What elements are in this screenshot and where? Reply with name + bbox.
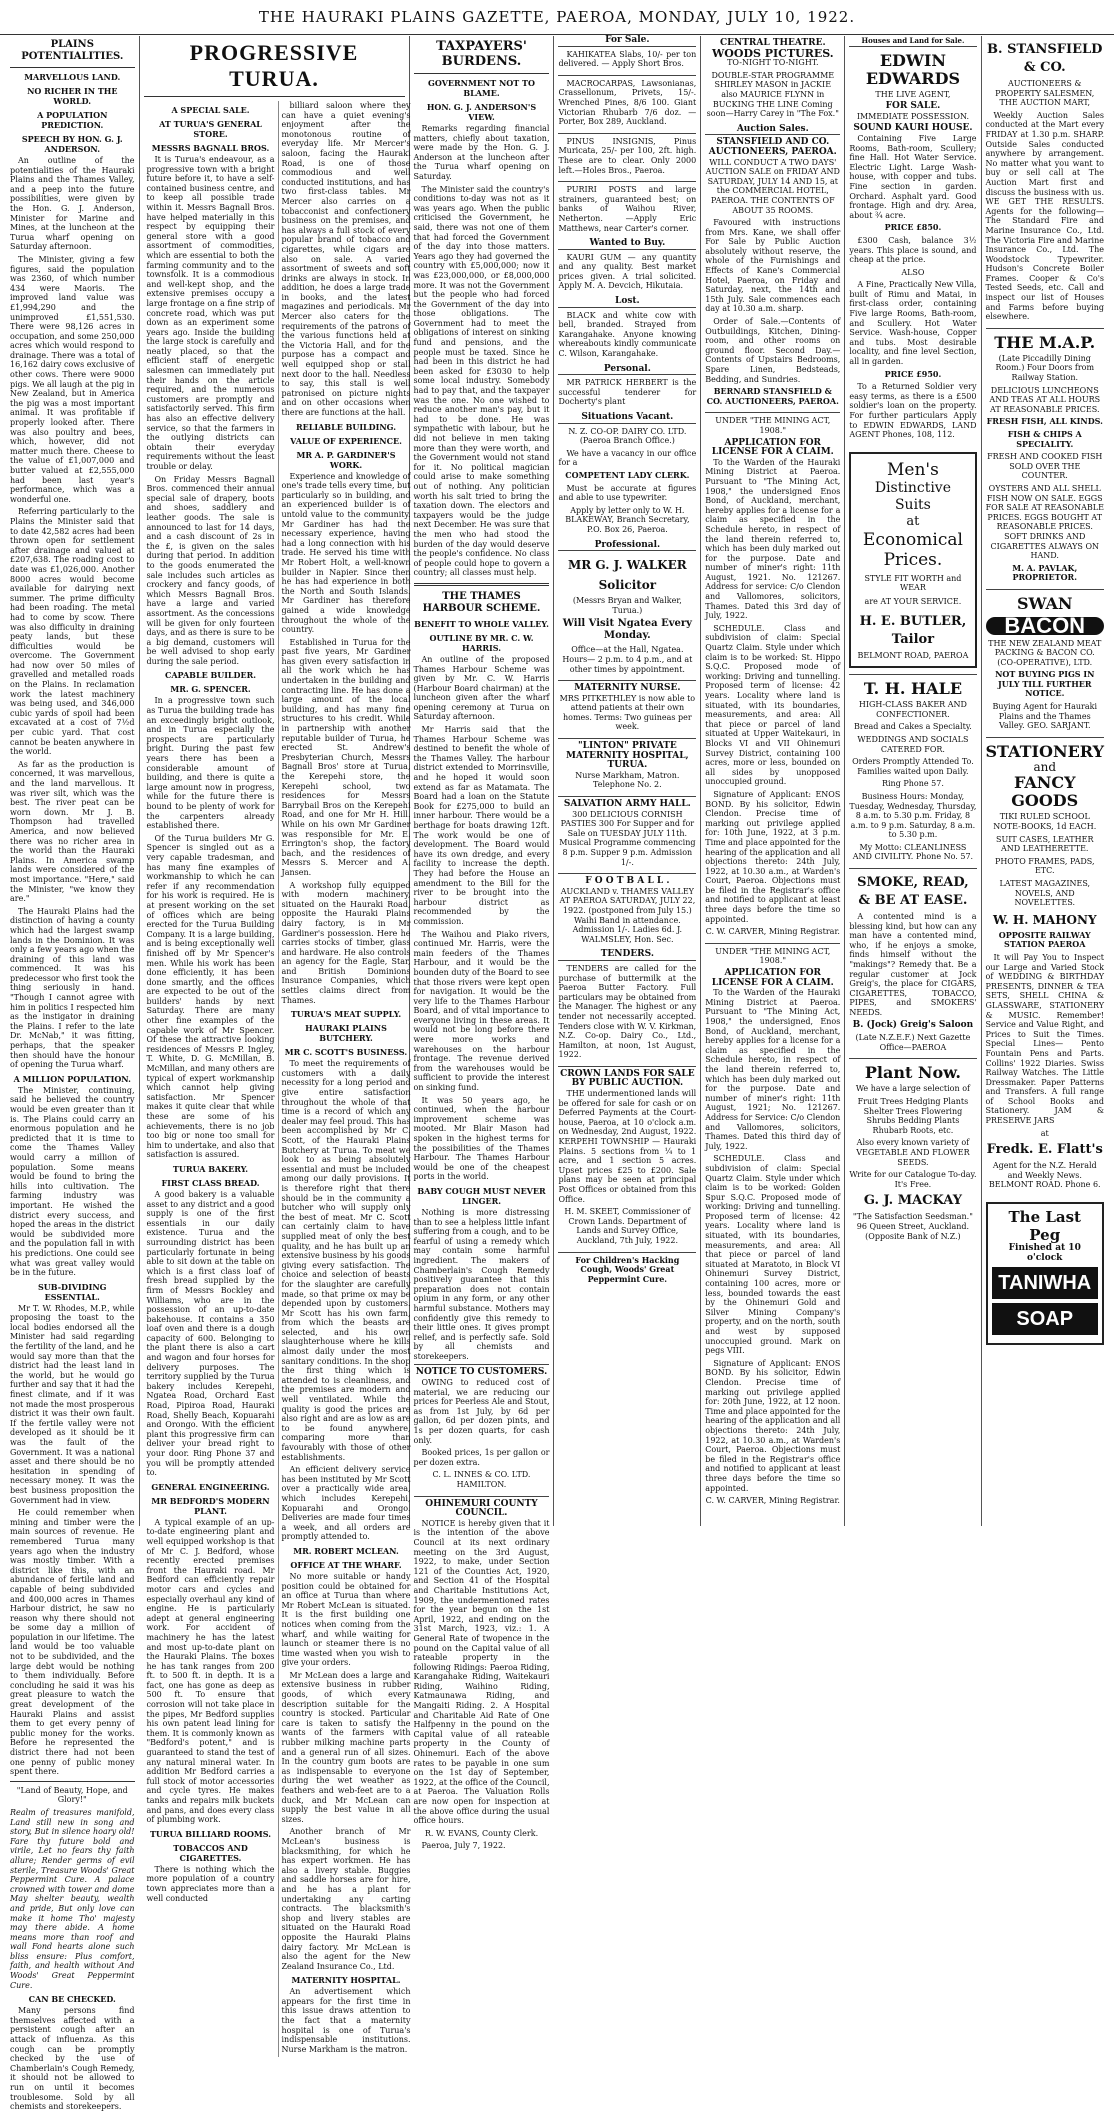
article-paragraph: Experience and knowledge of one's trade tells every time, but particularly so in building, and an experienced builder is of untold value to the community. Mr Gardiner has had the necessary experience, having had a long connection with his trade. He served his time with Mr Robert Holt, a well-known builder in Napier. Since then he has had experience in both the North and South Islands. Mr Gardiner has therefore gained a wide knowledge throughout the whole of the country.: [281, 471, 411, 635]
ad-text: (Late N.Z.E.F.) Next Gazette Office—PAEROA: [855, 1033, 971, 1052]
ad-text: WILL CONDUCT A TWO DAYS' AUCTION SALE on FRIDAY AND SATURDAY, JULY 14 AND 15, at the COMMERCIAL HOTEL, PAEROA. THE CONTENTS OF ABOUT 35 ROOMS.: [705, 157, 840, 215]
article-paragraph: The Waihou and Piako rivers, continued Mr. Harris, were the main feeders of the Thames Harbour, and it would be the bounden duty of the Board to see that those rivers were kept open for navigation. It would be the very life to the Thames Harbour Board, and of vital importance to everyone living in these areas. It would not be long before there were more works and warehouses on the harbour frontage. The revenue derived from the warehouses would be sufficient to provide the interest on sinking fund.: [413, 929, 550, 1093]
ad-title: MATERNITY NURSE.: [574, 683, 681, 694]
ad-address: OPPOSITE RAILWAY STATION PAEROA: [998, 929, 1091, 950]
section-heading: Auction Sales.: [736, 123, 809, 134]
ad-text: My Motto: CLEANLINESS AND CIVILITY. Phone No. 57.: [852, 842, 974, 862]
baker-ad: [849, 674, 976, 868]
article-paragraph: No more suitable or handy position could be obtained for an office at Turua than where Mr Robert McLean is situated. It is the first building one notices when coming from the wharf, and while waiting for launch or steamer there is no time wasted when you wish to give your orders.: [281, 1571, 411, 1668]
ad-text: Write for our Catalogue To-day. It's Free.: [849, 1170, 977, 1189]
article-paragraph: Of the Turua builders Mr G. Spencer is singled out as a very capable tradesman, and has many fine examples of workmanship to which he can refer if any recommendation for his work is required. He is at present working on the set of offices which are being erected for the Turua Building Company. It is a large building, and is being exceptionally well finished off by Mr Spencer's men. While his work has been done efficiently, it has been done smartly, and the offices are expected to be out of the builders' hands by next Saturday. There are many other fine examples of the capable work of Mr Spencer. Of these the attractive looking residences of Messrs P. Ingley, T. White, D. G. McMillan, B. McMillan, and many others are typical of expert workmanship which cannot help giving satisfaction. Mr Spencer makes it quite clear that while these are some of his achievements, there is no job too big or none too small for him to undertake, and also that satisfaction is assured.: [146, 833, 275, 1160]
article-paragraph: Nothing is more distressing than to see a helpless little infant suffering from a cough, and to be fearful of using a remedy which may contain some harmful ingredient. The makers of Chamberlain's Cough Remedy positively guarantee that this preparation does not contain opium in any form, or any other harmful substance. Mothers may confidently give this remedy to their little ones. It gives prompt relief, and is perfectly safe. Sold by all chemists and storekeepers.: [413, 1207, 550, 1361]
article-subheading: OUTLINE BY MR. C. W. HARRIS.: [429, 632, 534, 653]
article-paragraph: The Minister, giving a few figures, said the population was 2360, of which number 434 were Maoris. The improved land value was £1,994,290 and the unimproved £1,551,530. There were 98,126 acres in occupation, and some 250,000 acres which would respond to drainage. There was a total of 16,162 dairy cows exclusive of other cows. There were 9000 pigs. We all laugh at the pig in New Zealand, but in America the pig was a most important animal. It was profitable if properly looked after. There was also poultry and bees, which, however, did not matter much there. Cheese to the value of £1,007,000 and butter valued at £2,555,000 had been last year's performance, which was a wonderful one.: [10, 254, 135, 504]
notice-signature: C. W. CARVER, Mining Registrar.: [705, 1496, 840, 1506]
ad-text: at: [1040, 1128, 1049, 1138]
subcolumn-left: [144, 101, 279, 2057]
ad-text: Favoured with instructions from Mrs. Kane, we shall offer For Sale by Public Auction absolutely without reserve, the whole of the Furnishings and Effects of Kane's Commercial Hotel, Paeroa, on Friday and Saturday, next, the 14th and 15th July. Sale commences each day at 10.30 a.m. sharp.: [705, 218, 841, 314]
ad-headline: Prices.: [883, 549, 943, 570]
article-title: PLAINS POTENTIALITIES.: [21, 39, 124, 62]
notice-text: OWING to reduced cost of material, we are reducing our prices for Peerless Ale and Stout, as from 1st July, by 6d per gallon, 6d per dozen pints, and 1s per dozen quarts, for cash only.: [413, 1378, 550, 1445]
ad-role: THE LIVE AGENT,: [875, 89, 951, 99]
article-subheading: A POPULATION PREDICTION.: [37, 110, 108, 130]
ad-text: MACROCARPAS, Lawsonianas, Crassellonum, Privets, 15/-. Wrenched Pines, 8/6 100. Giant Victorian Rhubarb 7/6 doz. —Porter, Box 289, Auckland.: [558, 78, 697, 127]
article-title: PROGRESSIVE TURUA.: [189, 40, 359, 91]
ad-text: Weekly Auction Sales conducted at the Mart every FRIDAY at 1.30 p.m. SHARP. Outside Sales conducted anywhere by arrangement. No matter what you want to buy or sell call at The Auction Mart first and discuss the business with us. WE GET THE RESULTS. Agents for the following— The Standard Fire and Marine Insurance Co., Ltd. The Victoria Fire and Marine Insurance Co., Ltd. The Woodstock Typewriter. Hudson's Concrete Boiler Frames. Cooper & Co's Tested Seeds, etc. Call and inspect our list of Houses and Farms before buying elsewhere.: [985, 110, 1104, 322]
notice-title: NOTICE TO CUSTOMERS.: [415, 1367, 548, 1378]
ad-text: "The Satisfaction Seedsman." 96 Queen Street, Auckland. (Opposite Bank of N.Z.): [852, 1212, 973, 1241]
article-subheading: TURUA BILLIARD ROOMS.: [149, 1828, 272, 1839]
article-paragraph: It is Turua's endeavour, as a progressive town with a bright future before it, to have a self-contained business centre, and to keep all possible trade within it. Messrs Bagnall Bros. have helped materially in this respect by equipping their general store with a good assortment of commodities, which are essential to both the farming community and to the townsfolk. It is a commodious and well-kept shop, and the extensive premises occupy a large frontage on a fine strip of concrete road, which was put down as an experiment some years ago. Inside the building the large stock is carefully and neatly placed, so that the efficient staff of energetic salesmen can immediately put their hands on the article required, and the numerous customers are promptly and satisfactorily served. This firm has also an effective delivery service, so that the farmers in the outlying districts can obtain their everyday requirements without the least trouble or delay.: [146, 155, 275, 471]
ad-text: Apply by letter only to W. H. BLAKEWAY, Branch Secretary, P.O. Box 26, Paeroa.: [565, 505, 690, 534]
ad-signature: BERNARD STANSFIELD & CO. AUCTIONEERS, PAEROA.: [706, 386, 839, 406]
tobacconist-ad: [849, 868, 976, 1058]
article-subheading: NO RICHER IN THE WORLD.: [27, 86, 118, 106]
ad-text: Office—at the Hall, Ngatea. Hours— 2 p.m. to 4 p.m., and at other times by appointment.: [562, 645, 693, 674]
article-paragraph: Referring particularly to the Plains the Minister said that to date 42,582 acres had been thrown open for settlement after drainage and valued at £207,638. The roading cost to date was £1,026,000. Another 8000 acres would become available for dairying next summer. The prime difficulty had been roading. The metal had to come by scow. There was also difficulty in draining peaty lands, but these difficulties would be overcome. The Government had now over 50 miles of gravelled and metalled roads on the Plains. In reclamation work the latest machinery was being used, and 346,000 cubic yards of spoil had been excavated at a cost of 7½d per cubic yard. That cost cannot be beaten anywhere in the world.: [10, 507, 135, 757]
section-heading: Professional.: [594, 539, 661, 550]
article-subheading: AT TURUA'S GENERAL STORE.: [159, 119, 262, 139]
ad-text: IMMEDIATE POSSESSION.: [856, 111, 970, 121]
article-paragraph: To meet the requirements of customers with a daily necessity for a long period and give entire satisfaction throughout the whole of that time is a record of which any dealer may feel proud. This has been accomplished by Mr C. Scott, of the Hauraki Plains Butchery at Turua. To meat we look to as being absolutely essential and must be included among our daily provisions. It is therefore right that there should be in the community a butcher who will supply only the best of meat. Mr C. Scott can certainly claim to have supplied meat of only the best quality, and he has built up an extensive business by his goods giving every satisfaction. The choice and selection of beasts for the slaughter are carefully made, so that prime ox may be depended upon by customers. Mr Scott has his own farm, from which the beasts are selected, and his own slaughterhouse where he kills almost daily under the most sanitary conditions. In the shop the first thing which is attended to is cleanliness, and the premises are modern and well ventilated. While the quality is good the prices are also right and are as low as are to be found anywhere, comparing more than favourably with those of other establishments.: [281, 1059, 411, 1462]
classified-ad: [558, 960, 696, 1066]
classified-ad: [558, 46, 696, 75]
article-subheading: MR. G. SPENCER.: [170, 684, 251, 695]
article-paragraph: Another branch of Mr McLean's business is blacksmithing, for which he has expert workmen. He has also a livery stable. Buggies and saddle horses are for hire, and he has a plant for undertaking any carting contracts. The blacksmith's shop and livery stables are situated on the Hauraki Road opposite the Hauraki Plains dairy factory. Mr McLean is also the agent for the New Zealand Insurance Co., Ltd.: [281, 1827, 411, 1971]
ad-name: EDWIN EDWARDS: [865, 50, 960, 88]
column-display-ads: [845, 36, 981, 1526]
classified-ad: [558, 307, 696, 365]
column-classifieds: [554, 36, 701, 1526]
two-column-body: [144, 101, 414, 2057]
notice-title: APPLICATION FOR LICENSE FOR A CLAIM.: [711, 968, 834, 988]
article-subheading: HON. G. J. ANDERSON'S VIEW.: [426, 102, 537, 122]
ad-text: DOUBLE-STAR PROGRAMME SHIRLEY MASON in JACKIE also MAURICE FLYNN in BUCKING THE LINE Coming soon—Harry Carey in "The Fox.": [706, 70, 839, 119]
section-heading: Houses and Land for Sale.: [861, 36, 965, 45]
article-paragraph: billiard saloon where they can have a quiet evening's enjoyment after the monotonous routine of everyday life. Mr Mercer's saloon, facing the Hauraki Road, is one of those commodious and well conducted institutions, and has two first-class tables. Mr Mercer also carries on a tobacconist and confectionery business on the premises, and has always a full stock of every popular brand of tobacco and cigarettes, while cigars are also on sale. A varied assortment of sweets and soft drinks are always in stock. In addition, he does a large trade in books, and the latest magazines and periodicals. Mr Mercer also caters for the requirements of the patrons of the various functions held at the Victoria Hall, and for the purpose has a compact and well equipped shop or stall next door to the hall. Needless to say, this stall is well patronised on picture nights and on other occasions when there are functions at the hall.: [281, 101, 411, 417]
article-subheading: TURUA'S MEAT SUPPLY.: [290, 1009, 402, 1020]
dining-room-ad: [986, 328, 1105, 589]
article-subheading: TURUA BAKERY.: [172, 1163, 249, 1174]
ad-text: For Children's Hacking Cough, Woods' Great Peppermint Cure.: [575, 1254, 680, 1284]
notice-head: UNDER "THE MINING ACT, 1908.": [715, 946, 831, 966]
article-paragraph: Remarks regarding financial matters, chiefly about taxation, were made by the Hon. G. J. Anderson at the luncheon after the Turua wharf opening on Saturday.: [413, 124, 550, 181]
notice-text: Signature of Applicant: ENOS BOND. By his solicitor, Edwin Clendon. Precise time of marking out privilege applied for: 20th June, 1922, at 12 noon. Time and place appointed for the hearing of the application and all objections thereto: 24th July, 1922, at 10.30 a.m., at Warden's Court, Paeroa. Objections must be filed in the Registrar's office and notified to applicant at least three days before the time so appointed.: [705, 1358, 841, 1493]
classified-ad: [558, 550, 696, 680]
ad-text: KAURI GUM — any quantity and any quality. Best market prices given. A trial solicited. Apply M. A. Devcich, Hikutaia.: [558, 252, 697, 291]
article-paragraph: An outline of the potentialities of the Hauraki Plains and the Thames Valley, and a peep into the future possibilities, were given by the Hon. G. J. Anderson, Minister for Marine and Mines, at the luncheon at the Turua wharf opening on Saturday afternoon.: [10, 156, 135, 252]
ad-headline: FANCY GOODS: [1011, 773, 1079, 811]
notice-to-customers: [414, 1364, 550, 1495]
classified-ad: [558, 249, 696, 297]
ad-text: TO-NIGHT TO-NIGHT.: [727, 58, 819, 68]
section-heading: Lost.: [615, 296, 640, 307]
article-paragraph: An advertisement which appears for the first time in this issue draws attention to the fact that a maternity hospital is one of Turua's indispensable institutions. Nurse Markham is the matron.: [281, 1987, 411, 2054]
article-subheading: MESSRS BAGNALL BROS.: [151, 143, 270, 153]
ad-name: MR G. J. WALKER: [568, 558, 687, 573]
ad-text: FRESH FISH, ALL KINDS.: [986, 416, 1103, 427]
column-plains-potentialities: [6, 36, 140, 2112]
article-subheading: TOBACCOS AND CIGARETTES.: [173, 1842, 248, 1863]
ad-headline: SMOKE, READ, & BE AT EASE.: [857, 875, 969, 909]
mining-notice: [705, 412, 840, 942]
ad-text: NOT BUYING PIGS IN JULY TILL FURTHER NOTICE.: [995, 669, 1095, 699]
ad-headline: SWAN: [1016, 593, 1073, 613]
notice-signature: C. W. CARVER, Mining Registrar.: [705, 927, 840, 937]
ad-title: CENTRAL THEATRE.: [719, 38, 826, 48]
ad-text: THE undermentioned lands will be offered for sale for cash or on Deferred Payments at the Court-house, Paeroa, at 10 o'clock a.m. on Wednesday, 2nd August, 1922. KERPEHI TOWNSHIP — Hauraki Plains. 5 sections from ¼ to 1 acre, and 1 section 5 acres. Upset prices £25 to £200. Sale plans may be seen at principal Post Offices or obtained from this Office.: [558, 1089, 697, 1204]
article-paragraph: The Minister, continuing, said he believed the country would be even greater than it is. The Plains could carry an enormous population and he predicted that it is time to come the Thames Valley would carry a million of population. Some means would be found to bring the hills into cultivation. The farming industry was important. He wished the district every success, and hoped the areas in the district would be subdivided more and the population fall in with his predictions. One could see what was great valley would be in the future.: [10, 1085, 135, 1278]
article-title: THE THAMES HARBOUR SCHEME.: [422, 590, 541, 614]
article-subheading: CAN BE CHECKED.: [28, 1994, 116, 2005]
ad-name: B. (Jock) Greig's Saloon: [852, 1019, 974, 1030]
article-subheading: MR. ROBERT MCLEAN.: [293, 1545, 399, 1556]
ad-text: Will Visit Ngatea Every Monday.: [562, 618, 692, 642]
article-subheading: MATERNITY HOSPITAL.: [291, 1975, 401, 1986]
article-subheading: MR C. SCOTT'S BUSINESS.: [284, 1047, 408, 1058]
ad-text: FOR SALE.: [885, 101, 941, 112]
poem-title: "Land of Beauty, Hope, and Glory!": [16, 1785, 128, 1805]
ad-name: W. H. MAHONY: [992, 912, 1097, 927]
ad-text: KAHIKATEA Slabs, 10/- per ton delivered. — Apply Short Bros.: [558, 49, 697, 69]
ad-text: AUCKLAND v. THAMES VALLEY AT PAEROA SATURDAY, JULY 22, 1922. (postponed from July 15.) Waihi Band in attendance. Admission 1/-. Ladies 6d. J. WALMSLEY, Hon. Sec.: [559, 886, 696, 944]
section-heading: Situations Vacant.: [581, 412, 674, 422]
classified-ad: [558, 374, 696, 413]
article-subheading: MR A. P. GARDINER'S WORK.: [296, 449, 396, 470]
ad-text: Bread and Cakes a Specialty.: [854, 722, 972, 732]
ad-text: (Messrs Bryan and Walker, Turua.): [572, 596, 682, 615]
ad-name: B. STANSFIELD & CO.: [987, 42, 1103, 75]
section-heading: Personal.: [603, 363, 651, 374]
notice-text: Signature of Applicant: ENOS BOND. By his solicitor, Edwin Clendon. Precise time of marking out privilege applied for: 10th June, 1922, at 3 p.m. Time and place appointed for the hearing of the application and all objections thereto: 24th July, 1922, at 10.30 a.m., at Warden's Court, Paeroa. Objections must be filed in the Registrar's office and notified to applicant at least three days before the time so appointed.: [705, 789, 841, 924]
notice-text: SCHEDULE. Class and subdivision of claim: Special Quartz Claim. Style under which claim is to be worked: Golden Spur S.Q.C. Proposed mode of working: Driving and tunnelling. Proposed term of license: 42 years. Locality where land is situated, with its boundaries, measurements, and area: All that piece or parcel of land situated at Maratoto, in Block VI Ohinemuri Survey District, containing 100 acres, more or less, bounded towards the east by the Ohinemuri Gold and Silver Mining Company's property, and on the north, south and west by supposed unoccupied ground. Mark on pegs VIII.: [705, 1154, 841, 1356]
county-council-notice: [414, 1496, 550, 1857]
ad-text: Containing Five Large Rooms, Bath-room, Scullery; fine Hall. Hot Water Service. Electric Light. Large Wash-house, with copper and tubs. Fine section in garden. Orchard. Asphalt yard. Good frontage. High and dry. Area, about ¾ acre.: [849, 133, 977, 220]
classified-ad: [558, 738, 696, 796]
article-subheading: FIRST CLASS BREAD.: [161, 1177, 260, 1188]
ad-headline: STATIONERY: [985, 741, 1104, 761]
ad-name: Fredk. E. Flatt's: [986, 1142, 1103, 1158]
article-paragraph: Many persons find themselves affected with a persistent cough after an attack of influenza. As this cough can be promptly checked by the use of Chamberlain's Cough Remedy, it should not be allowed to run on until it becomes troublesome. Sold by all chemists and storekeepers.: [10, 2006, 135, 2112]
article-paragraph: In a progressive town such as Turua the building trade has an exceedingly bright outlook, and in Turua especially the prospects are particularly bright. During the past few years there has been a considerable amount of building, and there is quite a large amount now in progress, while for the future there is bound to be plenty of work for the carpenters already established there.: [146, 696, 275, 831]
ad-text: PHOTO FRAMES, PADS, ETC.: [994, 856, 1095, 876]
ad-text: Ring Phone 57.: [881, 779, 944, 789]
notice-title: OHINEMURI COUNTY COUNCIL.: [425, 1498, 538, 1519]
ad-headline: The Last Peg: [1008, 1208, 1081, 1245]
theatre-ad: [705, 36, 840, 125]
notice-text: SCHEDULE. Class and subdivision of claim: Special Quartz Claim. Style under which claim is to be worked: St. Hippo S.Q.C. Proposed mode of working: Driving and tunnelling. Proposed term of license: 42 years. Locality where land is situated, with its boundaries, measurements, and area: All that piece or parcel of land situated at Upper Waitekauri, in Blocks VI and VII Ohinemuri Survey District, containing 100 acres, more or less, bounded on all sides by unopposed unoccupied ground.: [705, 623, 841, 787]
mining-notice: [705, 943, 840, 1512]
article-paragraph: It was 50 years ago, he continued, when the harbour improvement scheme was mooted. Mr Blair Mason had spoken in the highest terms for the possibilities of the Thames Harbour. The Thames Harbour would be one of the cheapest ports in the world.: [413, 1095, 550, 1182]
column-taxpayers-burdens: [410, 36, 555, 1851]
ad-text: A contented mind is a blessing kind, but how can any man have a contented mind, who, if he enjoys a smoke, finds himself without the "makings"? Remedy that. Be a regular customer at Jock Greig's, the place for CIGARS, CIGARETTES, TOBACCO, PIPES, and SMOKERS' NEEDS.: [849, 912, 977, 1017]
ad-price: PRICE £950.: [884, 368, 942, 379]
article-subheading: MR BEDFORD'S MODERN PLANT.: [151, 1495, 270, 1516]
tailor-ad: [849, 452, 976, 668]
masthead: THE HAURAKI PLAINS GAZETTE, PAEROA, MONDAY, JULY 10, 1922.: [0, 0, 1114, 35]
ad-text: STYLE FIT WORTH and WEAR: [864, 573, 962, 593]
ad-text: Finished at 10 o'clock: [1008, 1243, 1081, 1263]
article-subheading: MARVELLOUS LAND.: [24, 72, 121, 82]
classified-ad: [558, 796, 696, 873]
ad-text: Must be accurate at figures and able to use typewriter.: [558, 483, 697, 503]
article-paragraph: An outline of the proposed Thames Harbour Scheme was given by Mr. C. W. Harris (Harbour Board chairman) at the luncheon given after the wharf opening ceremony at Turua on Saturday afternoon.: [413, 654, 550, 722]
ad-name: H. E. BUTLER, Tailor: [859, 613, 967, 647]
ad-text: BLACK and white cow with bell, branded. Strayed from Karangahake. Anyone knowing whereabouts kindly communicate C. Wilson, Karangahake.: [558, 310, 697, 359]
ad-text: Fruit Trees Hedging Plants Shelter Trees Flowering Shrubs Bedding Plants Rhubarb Roots, etc.: [857, 1096, 969, 1135]
article-paragraph: Established in Turua for the past five years, Mr Gardiner has given every satisfaction in all the work which he has undertaken in the building and contracting line. He has done a large amount of the local building, and has many fine structures to his credit. While in partnership with another reputable builder of Turua, he erected St. Andrew's Presbyterian Church, Messrs Bagnall Bros' store at Turua, the Kerepehi store, the Kerepehi school, two residences for Messrs Barrybail Bros on the Kerepehi Road, and one for Mr H. Hill. While on his own Mr Gardiner was responsible for Mr. E. Errington's shop, the factory bach, and the residences of Messrs S. Mercer and A. Jansen.: [281, 637, 411, 877]
classified-ad: [558, 1252, 696, 1291]
section-heading: For Sale.: [605, 35, 650, 45]
ad-address: BELMONT ROAD, PAEROA: [857, 650, 969, 660]
ad-text: are AT YOUR SERVICE.: [864, 596, 962, 606]
article-subheading: OFFICE AT THE WHARF.: [290, 1559, 402, 1570]
ad-title: WOODS PICTURES.: [711, 46, 834, 60]
ad-text: TENDERS are called for the purchase of buttermilk at the Paeroa Butter Factory. Full particulars may be obtained from the Manager. The highest or any tender not necessarily accepted. Tenders close with W. V. Kirkman, N.Z. Co-op. Dairy Co., Ltd., Hamilton, at noon, 1st August, 1922.: [558, 963, 697, 1060]
column-display-ads-right: [982, 36, 1109, 1526]
ad-title: CROWN LANDS FOR SALE BY PUBLIC AUCTION.: [560, 1068, 695, 1089]
article-paragraph: A workshop fully equipped with modern machinery, situated on the Hauraki Road, opposite the Hauraki Plains dairy factory, is in Mr Gardiner's possession. Here he carries stocks of timber, glass and hardware. He also controls an agency for the Eagle, Star, and British Dominions Insurance Companies, which settles claims direct from Thames.: [281, 880, 411, 1005]
ad-text: H. M. SKEET, Commissioner of Crown Lands. Department of Lands and Survey Office, Auckland, 7th July, 1922.: [564, 1207, 691, 1245]
article-subheading: GENERAL ENGINEERING.: [151, 1481, 270, 1492]
ad-role: AUCTIONEERS & PROPERTY SALESMEN, THE AUCTION MART,: [995, 79, 1095, 108]
ad-headline: Distinctive Suits: [874, 479, 951, 513]
notice-head: UNDER "THE MINING ACT, 1908.": [715, 416, 831, 435]
ad-text: 300 DELICIOUS CORNISH PASTIES 300 For Supper and for Sale on TUESDAY JULY 11th. Musical Programme commencing 8 p.m. Supper 9 p.m. Admission 1/-.: [559, 809, 696, 867]
ad-title: N. Z. CO-OP. DAIRY CO. LTD. (Paeroa Branch Office.): [568, 426, 687, 446]
ad-text: Buying Agent for Hauraki Plains and the Thames Valley. GEO. SARJANT.: [992, 702, 1097, 731]
seedsman-ad: [849, 1058, 976, 1247]
ad-name: G. J. MACKAY: [863, 1193, 963, 1209]
ad-text: LATEST MAGAZINES, NOVELS, AND NOVELETTES.: [999, 879, 1091, 908]
ad-headline: Men's: [887, 459, 939, 480]
notice-signature: R. W. EVANS, County Clerk.: [424, 1828, 539, 1838]
ad-text: It will Pay You to Inspect our Large and Varied Stock of WEDDING & BIRTHDAY PRESENTS, DINNER & TEA SETS, SHELL CHINA & GLASSWARE, STATIONERY & MUSIC. Remember! Service and Value Right, and Prices to Suit the Times. Special Lines— Pento Fountain Pens and Parts. Collins' 1922 Diaries. Swiss Railway Watches. The Little Dressmaker. Paper Patterns and Transfers. A full range of School Books and Stationery. JAM & PRESERVE JARS: [985, 952, 1104, 1126]
ad-text: To a Returned Soldier very easy terms, as there is a £500 soldier's loan on the property. For further particulars Apply to EDWIN EDWARDS, LAND AGENT Phones, 108, 112.: [849, 382, 977, 440]
ad-headline: Plant Now.: [864, 1063, 961, 1083]
ad-text: SOUND KAURI HOUSE.: [853, 123, 973, 134]
ad-role: Solicitor: [598, 578, 657, 593]
article-subheading: BABY COUGH MUST NEVER LINGER.: [417, 1185, 546, 1206]
land-agent-ad: [849, 46, 976, 446]
ad-text: £300 Cash, balance 3½ years. This place is sound, and cheap at the price.: [849, 235, 977, 265]
column-progressive-turua: [140, 36, 411, 2054]
ad-text: THE NEW ZEALAND MEAT PACKING & BACON CO. (CO-OPERATIVE), LTD.: [988, 638, 1102, 667]
ad-text: Order of Sale.—Contents of Outbuildings, Kitchen, Dining-room, and other rooms on ground floor. Second Day.—Contents of Upstairs Bedrooms, Spare Linen, Bedsteads, Bedding, and Sundries.: [705, 317, 841, 384]
ad-headline: Economical: [862, 529, 963, 550]
article-subheading: SPEECH BY HON. G. J. ANDERSON.: [21, 134, 123, 154]
notice-text: NOTICE is hereby given that it is the intention of the above Council at its next ordinary meeting on the 3rd August, 1922, to make, under Section 121 of the Counties Act, 1920, and Section 41 of the Hospital and Charitable Institutions Act, 1909, the undermentioned rates for the year begun on the 1st April, 1922, and ending on the 31st March, 1923, viz.: 1. A General Rate of twopence in the pound on the Capital value of all rateable property in the following Ridings: Paeroa Riding, Karangahake Riding, Waitekauri Riding, Waihino Riding, Katmaunawa Riding, and Mangaiti Riding. 2. A Hospital and Charitable Aid Rate of One Halfpenny in the pound on the Capital value of all rateable property in the County of Ohinemuri. Each of the above rates to be payable in one sum on the 1st day of September, 1922, at the office of the Council, at Paeroa. The Valuation Rolls are now open for inspection at the above office during the usual office hours.: [413, 1518, 550, 1826]
ad-text: Nurse Markham, Matron. Telephone No. 2.: [575, 770, 680, 790]
ad-price: PRICE £850.: [884, 222, 942, 233]
ad-text: FRESH AND COOKED FISH SOLD OVER THE COUNTER.: [987, 452, 1103, 481]
classified-ad: [558, 181, 696, 239]
newspaper-page: [6, 35, 1108, 2112]
ad-text: OYSTERS AND ALL SHELL FISH NOW ON SALE. EGGS FOR SALE AT REASONABLE PRICES. EGGS BOUGHT AT REASONABLE PRICES. SOFT DRINKS AND CIGARETTES ALWAYS ON HAND.: [985, 483, 1104, 561]
ad-text: We have a large selection of: [855, 1084, 970, 1094]
ad-text: WEDDINGS AND SOCIALS CATERED FOR.: [857, 734, 969, 754]
article-paragraph: A good bakery is a valuable asset to any district and a good supply is one of the first essentials in our daily existence. Turua and the surrounding district has been particularly fortunate in being able to sit down at the table on which is a first class loaf of fresh bread supplied by the firm of Messrs Bockley and Williams, who are in the possession of an up-to-date bakehouse. It contains a 350 loaf oven and there is a dough capacity of 600. Belonging to the plant there is also a cart and wagon and four horses for delivery purposes. The territory supplied by the Turua bakery includes Kerepehi, Ngatea Road, Orchard East Road, Pipiroa Road, Hauraki Road, Shelly Beach, Kopuarahi and Orongo. With the efficient plant this progressive firm can deliver your bread right to your door. Ring Phone 37 and you will be promptly attended to.: [146, 1189, 275, 1478]
ad-text: COMPETENT LADY CLERK.: [565, 469, 690, 480]
ad-text: We have a vacancy in our office for a: [558, 448, 697, 468]
ad-text: SUIT CASES, LEATHER AND LEATHERETTE.: [996, 834, 1094, 854]
ad-signature: M. A. PAVLAK, PROPRIETOR.: [1012, 562, 1078, 583]
ad-role: HIGH-CLASS BAKER AND CONFECTIONER.: [858, 700, 967, 719]
article-paragraph: On Friday Messrs Bagnall Bros. commenced their annual special sale of drapery, boots and shoes, saddlery and leather goods. The sale is announced to last for 14 days, and a cash discount of 2s in the £, is given on the sales during that period. In addition to the goods enumerated the sale includes such articles as crockery and fancy goods, of which Messrs Bagnall Bros. have a large and varied assortment. As the concessions will be given for only fourteen days, and as there is sure to be a big demand, customers will be well advised to shop early during the sale period.: [146, 474, 275, 666]
article-paragraph: As far as the production is concerned, it was marvellous, and the land marvellous. It was river silt, which was the best. The river peat can be worn down. Mr J. B. Thompson had travelled America, and now believed there was no richer area in the world than the Hauraki Plains. In America swamp lands were considered of the most importance. "Here," said the Minister, "we know they are.": [10, 759, 135, 904]
article-paragraph: He could remember when mining and timber were the main sources of revenue. He remembered Turua many years ago when the industry was mostly timber. With a district like this, with an abundance of fertile land and capable of being subdivided and 400,000 acres in Thames Harbour district, he saw no reason why there should not be some day a million of population in our lifetime. The land would be too valuable not to be subdivided, and the large debt would be nothing to them individually. Before concluding he said it was his great pleasure to watch the great development of the Hauraki Plains and assist them to get every penny of public money for the works. Before he represented the district there had not been one penny of public money spent there.: [10, 1508, 135, 1777]
notice-title: APPLICATION FOR LICENSE FOR A CLAIM.: [711, 437, 834, 458]
article-subheading: A MILLION POPULATION.: [13, 1073, 131, 1084]
ad-title: "LINTON" PRIVATE MATERNITY HOSPITAL, TURUA.: [566, 741, 689, 771]
subcolumn-right: [279, 101, 414, 2057]
classified-ad: [558, 873, 696, 950]
classified-ad: [558, 133, 696, 181]
ad-name: THE M.A.P.: [994, 332, 1096, 352]
article-subheading: BENEFIT TO WHOLE VALLEY.: [414, 618, 549, 629]
ad-text: Agent for the N.Z. Herald and Weekly News. BELMONT ROAD. Phone 6.: [988, 1161, 1101, 1190]
article-paragraph: Mr Harris said that the Thames Harbour Scheme was destined to benefit the whole of the Thames Valley. The harbour district extended to Morrinsville, and he hoped it would soon extend as far as Matamata. The Board had a loan on the Statute Book for £275,000 to build an inner harbour. There would be a berthage for boats drawing 12ft. The work would be one of development. The Board would have its own dredge, and every facility to increase the depth. They had before the House an amendment to the Bill for the river to be brought into the harbour district as recommended by the commission.: [413, 725, 550, 926]
article-paragraph: The Minister said the country's conditions to-day was not as it was years ago. When the public criticised the Government, he said, there was not one of them that had forced the Government of the day into those matters. Years ago they had governed the country with £5,000,000; now it was £23,000,000, or £8,000,000 more. It was not the Government but the people who had forced the Government of the day into those obligations. The Government had to meet the obligations of interest on sinking fund and pensions, and the people must be taxed. Since he had been in this district he had been asked for £3030 to help some local industry. Somebody had to pay that, and the taxpayer was the one. No one wished to reduce another man's pay, but it had to be done. He was sympathetic with labour, but he did not believe in men taking more than they were worth, and the Government would not stand for it. No political magician could arise to make something out of nothing. Any politician worth his salt tried to bring the taxation down. The electors and taxpayers would be the judge next December. He was sure that the men who had stood the burden of the day would deserve the people's confidence. No class of people could hope to govern a country; all classes must help.: [413, 184, 550, 578]
soap-ad: [986, 1202, 1105, 1345]
ad-text: PURIRI POSTS and large strainers, guaranteed best; on banks of Waihou River, Netherton. —Apply Eric Matthews, near Carter's corner.: [558, 185, 697, 233]
article-subheading: CAPABLE BUILDER.: [164, 670, 257, 681]
auctioneer-ad: [986, 36, 1105, 328]
article-paragraph: The Hauraki Plains had the distinction of having a county which had the largest swamp lands in the Dominion. It was only a few years ago when the draining of this land was commenced. It was his predecessor who first took the thing seriously in hand. "Though I cannot agree with him in politics I respected him as the instigator in draining the Plains. I refer to the late Dr. McNab," it was fitting, perhaps, that the speaker then should have the honour of opening the Turua wharf.: [10, 906, 135, 1070]
ad-text: MR PATRICK HERBERT is the successful tenderer for Docherty's plant: [558, 378, 697, 407]
ad-name: T. H. HALE: [863, 679, 963, 699]
taniwha-logo: TANIWHA: [992, 1267, 1099, 1299]
article-subheading: RELIABLE BUILDING.: [295, 421, 397, 432]
stationery-ad: [986, 737, 1105, 1196]
article-title: TAXPAYERS' BURDENS.: [436, 39, 527, 69]
article-paragraph: Mr T. W. Rhodes, M.P., while proposing the toast to the local bodies endorsed all the Minister had said regarding the fertility of the land, and he would say more than that the district had the least land in the world, but he would go further and say that it had the finest climate, and if it was not made the most prosperous district it was their own fault. If the fertile valley were not developed as it should be it was the fault of the Government. It was a national asset and there should be no hesitation in spending of necessary money. It was the best business proposition the Government had in view.: [10, 1303, 135, 1505]
notice-signature: C. L. INNES & CO. LTD. HAMILTON.: [432, 1470, 531, 1489]
ad-text: Business Hours: Monday, Tuesday, Wednesday, Thursday, 8 a.m. to 5.30 p.m. Friday, 8 a.m. to 9 p.m. Saturday, 8 a.m. to 5.30 p.m.: [849, 791, 977, 840]
section-heading: Wanted to Buy.: [589, 238, 666, 249]
notice-text: To the Warden of the Hauraki Mining District at Paeroa. Pursuant to "The Mining Act, 1908," the undersigned, Enos Bond, of Auckland, merchant, hereby applies for a license for a claim as specified in the Schedule hereto, in respect of the land therein referred to, which has been duly marked out for the purpose. Date and number of miner's right: 11th August, 1921; No. 121267. Address for Service: C/o Clendon and Vallomores, solicitors, Thames. Dated this third day of July, 1922.: [705, 988, 841, 1151]
article-subheading: HAURAKI PLAINS BUTCHERY.: [305, 1023, 387, 1044]
ad-title: F O O T B A L L .: [585, 876, 670, 887]
ad-text: ALSO: [901, 267, 925, 277]
ad-text: Also every known variety of VEGETABLE AND FLOWER SEEDS.: [856, 1138, 970, 1167]
bacon-ad: [986, 589, 1105, 737]
ad-text: Orders Promptly Attended To. Families waited upon Daily.: [852, 757, 974, 776]
article-subheading: GOVERNMENT NOT TO BLAME.: [428, 78, 535, 98]
ad-text: DELICIOUS LUNCHEONS AND TEAS AT ALL HOURS AT REASONABLE PRICES.: [989, 385, 1101, 414]
article-subheading: SUB-DIVIDING ESSENTIAL.: [38, 1281, 107, 1302]
notice-date: Paeroa, July 7, 1922.: [421, 1841, 506, 1851]
article-paragraph: An efficient delivery service has been instituted by Mr Scott over a practically wide area, which includes Kerepehi, Kopuarahi and Orongo. Deliveries are made four times a week, and all orders are promptly attended to.: [281, 1465, 411, 1542]
bacon-logo: BACON: [986, 617, 1105, 635]
column-theatre-auctions: [701, 36, 845, 1526]
ad-text: PINUS INSIGNIS, Pinus Muricata, 25/- per 100, 2ft. high. These are to clear. Only 2000 left.—Holes Bros., Paeroa.: [558, 136, 697, 175]
ad-text: FISH & CHIPS A SPECIALITY.: [1007, 429, 1082, 449]
article-subheading: A SPECIAL SALE.: [171, 105, 250, 115]
classified-ad: [558, 1066, 696, 1252]
ad-headline: at: [906, 513, 920, 529]
article-subheading: VALUE OF EXPERIENCE.: [290, 435, 402, 446]
ad-text: TIKI RULED SCHOOL NOTE-BOOKS, 1d EACH.: [993, 812, 1097, 832]
poem-text: Realm of treasures manifold, Land still new in song and story, But in silence hoary old! Fare thy future bold and virile, Let no fears thy faith allure; Render germs of evil sterile, Treasure Woods' Great Peppermint Cure. A palace crowned with tower and dome May shelter beauty, wealth and pride, But only love can make it home Tho' majesty may there abide. A home means more than roof and wall Fond hearts alone such bliss ensure: Plus comfort, faith, and health without And Woods' Great Peppermint Cure.: [10, 1807, 135, 1990]
soap-logo: SOAP: [992, 1303, 1099, 1335]
article-paragraph: There is nothing which the more population of a country town appreciates more than a well conducted: [146, 1864, 275, 1903]
ad-text: (Late Piccadilly Dining Room.) Four Doors from Railway Station.: [995, 353, 1095, 383]
ad-title: STANSFIELD AND CO. AUCTIONEERS, PAEROA.: [708, 137, 837, 157]
notice-text: Booked prices, 1s per gallon or per dozen extra.: [413, 1448, 550, 1467]
article-paragraph: Mr McLean does a large and extensive business in rubber goods, of which every description suitable for the country is stocked. Particular care is taken to satisfy the wants of the farmers with rubber milking machine parts and a general run of all sizes. In the country gum boots are as indispensable to everyone during the wet weather as feathers and web-feet are to a duck, and Mr McLean can supply the best value in all sizes.: [281, 1670, 411, 1824]
classified-ad: [558, 423, 696, 541]
ad-text: A Fine, Practically New Villa, built of Rimu and Matai, in first-class order, containing Five large Rooms, Bath-room, and Scullery. Hot Water Service. Wash-house, Copper and tubs. Most desirable locality, and fine level Section, all in garden.: [849, 280, 977, 367]
ad-title: SALVATION ARMY HALL.: [563, 799, 691, 810]
classified-ad: [558, 75, 696, 133]
section-heading: TENDERS.: [600, 949, 654, 960]
notice-text: To the Warden of the Hauraki Mining District at Paeroa. Pursuant to "The Mining Act, 1908," the undersigned Enos Bond, of Auckland, merchant, hereby applies for a license for a claim as specified in the Schedule hereto, in respect of the land therein referred to, which has been duly marked out for the purpose. Date and number of miner's right: 11th August, 1921. No. 121267. Address for service: C/o Clendon and Vallomores, solicitors, Thames. Dated this 3rd day of July, 1922.: [705, 457, 841, 621]
ad-text: MRS PITKETHLEY is now able to attend patients at their own homes. Terms: Two guineas per week.: [559, 693, 696, 732]
ad-headline: and: [1033, 759, 1057, 774]
auction-ad: [705, 134, 840, 412]
classified-ad: [558, 680, 696, 738]
article-paragraph: A typical example of an up-to-date engineering plant and well equipped workshop is that of Mr C. J. Bedford, whose recently erected premises front the Hauraki road. Mr Bedford can efficiently repair motor cars and cycles and especially overhaul any kind of engine. He is particularly adept at general engineering work. For accident of machinery he has the latest and most up-to-date plant on the Hauraki Plains. The boxes he has tank ranges from 200 ft. to 500 ft. in depth. It is a fact, one has gone as deep as 500 ft. To ensure that corrosion will not take place in the pipes, Mr Bedford supplies his own patent lead lining for them. It is commonly known as "Bedford's potent," and is guaranteed to stand the test of any natural mineral water. In addition Mr Bedford carries a full stock of motor accessories and cycle tyres. He makes tanks and repairs milk buckets and pans, and does every class of plumbing work.: [146, 1517, 275, 1825]
